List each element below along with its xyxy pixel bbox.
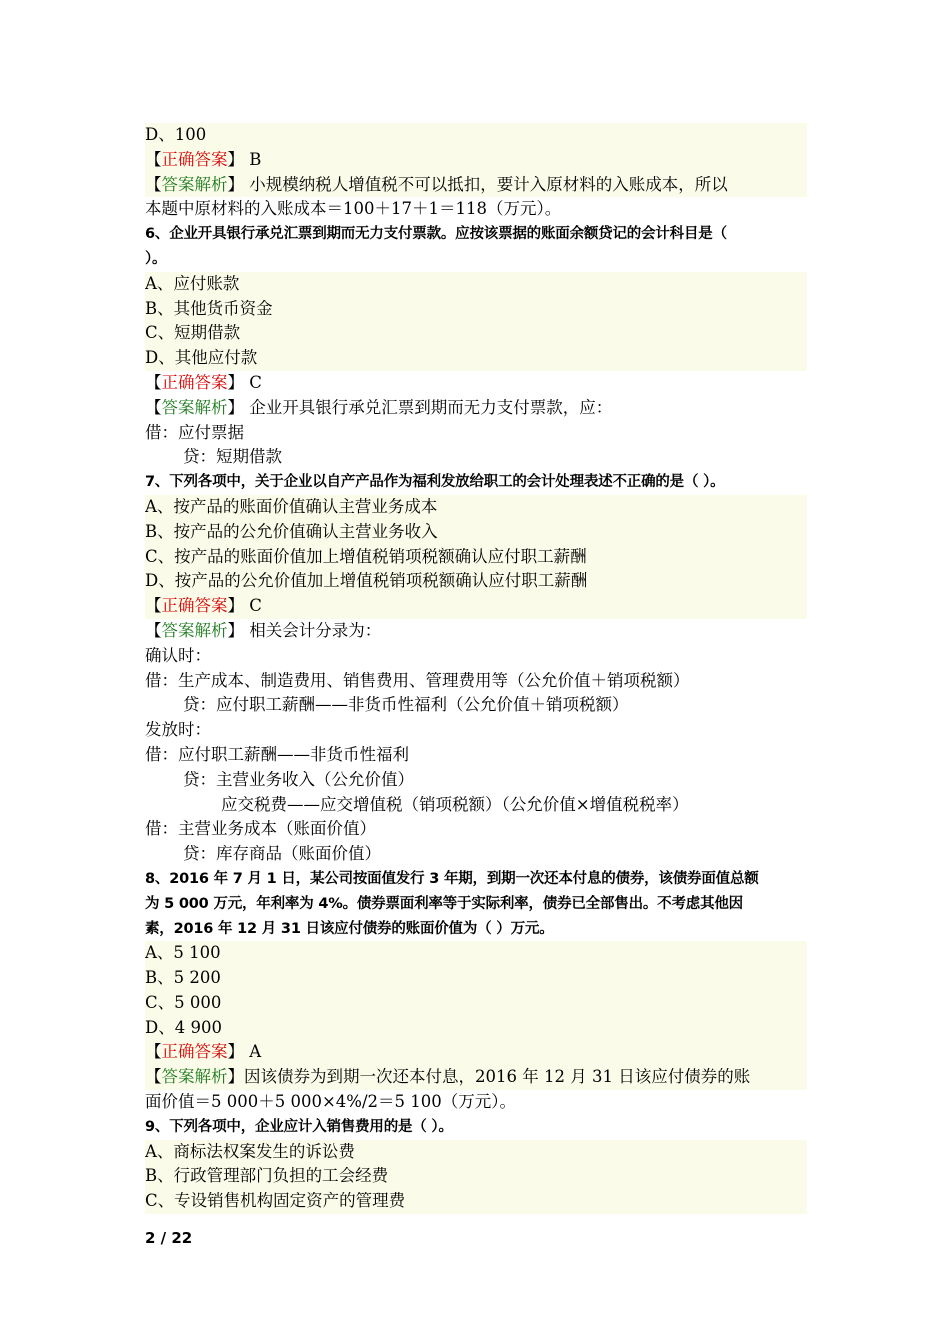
option-c: C、短期借款 <box>145 321 807 346</box>
option-b: B、其他货币资金 <box>145 297 807 322</box>
journal-entry: 应交税费——应交增值税（销项税额）（公允价值×增值税税率） <box>221 794 689 814</box>
journal-entry: 确认时： <box>145 645 211 665</box>
option-a: A、按产品的账面价值确认主营业务成本 <box>145 495 807 520</box>
journal-entry: 借：生产成本、制造费用、销售费用、管理费用等（公允价值＋销项税额） <box>145 670 690 690</box>
journal-entry: 贷：主营业务收入（公允价值） <box>183 769 414 789</box>
analysis-line: 【答案解析】 企业开具银行承兑汇票到期而无力支付票款，应： <box>145 397 613 417</box>
analysis-line: 【答案解析】 小规模纳税人增值税不可以抵扣，要计入原材料的入账成本，所以 <box>145 173 807 198</box>
option-d: D、4 900 <box>145 1016 807 1041</box>
correct-answer-line: 【正确答案】 B <box>145 148 807 173</box>
analysis-line: 【答案解析】因该债券为到期一次还本付息，2016 年 12 月 31 日该应付债券的账 <box>145 1065 807 1090</box>
correct-answer-label: 正确答案 <box>161 372 228 392</box>
correct-answer-label: 正确答案 <box>161 596 228 616</box>
journal-entry: 贷：应付职工薪酬——非货币性福利（公允价值＋销项税额） <box>183 695 629 715</box>
analysis-label: 答案解析 <box>161 174 228 194</box>
option-a: A、商标法权案发生的诉讼费 <box>145 1140 807 1165</box>
option-a: A、应付账款 <box>145 272 807 297</box>
journal-entry: 借：应付职工薪酬——非货币性福利 <box>145 744 409 764</box>
question-title: 素，2016 年 12 月 31 日该应付债券的账面价值为（ ）万元。 <box>145 920 554 937</box>
journal-entry: 发放时： <box>145 720 211 740</box>
journal-entry: 贷：库存商品（账面价值） <box>183 844 381 864</box>
correct-answer-label: 正确答案 <box>161 149 228 169</box>
journal-entry: 贷：短期借款 <box>183 447 282 467</box>
analysis-label: 答案解析 <box>161 397 228 417</box>
option-d: D、按产品的公允价值加上增值税销项税额确认应付职工薪酬 <box>145 569 807 594</box>
analysis-text: 面价值＝5 000＋5 000×4%/2＝5 100（万元）。 <box>145 1092 517 1112</box>
question-title: 7、下列各项中，关于企业以自产产品作为福利发放给职工的会计处理表述不正确的是（ ）。 <box>145 474 725 491</box>
option-c: C、专设销售机构固定资产的管理费 <box>145 1189 807 1214</box>
option-c: C、按产品的账面价值加上增值税销项税额确认应付职工薪酬 <box>145 545 807 570</box>
correct-answer-line: 【正确答案】 A <box>145 1040 807 1065</box>
analysis-label: 答案解析 <box>161 620 228 640</box>
option-c: C、5 000 <box>145 991 807 1016</box>
option-a: A、5 100 <box>145 941 807 966</box>
question-title: 为 5 000 万元，年利率为 4%。债券票面利率等于实际利率，债券已全部售出。不考虑其他因 <box>145 895 743 912</box>
option-b: B、按产品的公允价值确认主营业务收入 <box>145 520 807 545</box>
question-title: 6、企业开具银行承兑汇票到期而无力支付票款。应按该票据的账面余额贷记的会计科目是（ <box>145 226 727 243</box>
analysis-text: 本题中原材料的入账成本＝100＋17＋1＝118（万元）。 <box>145 199 562 219</box>
option-b: B、5 200 <box>145 966 807 991</box>
correct-answer-label: 正确答案 <box>161 1042 228 1062</box>
correct-answer-line: 【正确答案】 C <box>145 372 262 392</box>
question-title: 8、2016 年 7 月 1 日，某公司按面值发行 3 年期，到期一次还本付息的债券，该债券面值总额 <box>145 870 759 887</box>
journal-entry: 借：应付票据 <box>145 422 244 442</box>
journal-entry: 借：主营业务成本（账面价值） <box>145 819 376 839</box>
option-d: D、100 <box>145 123 807 148</box>
analysis-label: 答案解析 <box>161 1067 228 1087</box>
question-title: 9、下列各项中，企业应计入销售费用的是（ ）。 <box>145 1118 453 1135</box>
option-b: B、行政管理部门负担的工会经费 <box>145 1164 807 1189</box>
page-number: 2 / 22 <box>145 1229 193 1247</box>
option-d: D、其他应付款 <box>145 346 807 371</box>
document-page <box>145 123 807 1214</box>
correct-answer-line: 【正确答案】 C <box>145 594 807 619</box>
question-title: ）。 <box>145 250 167 267</box>
analysis-line: 【答案解析】 相关会计分录为： <box>145 620 382 640</box>
